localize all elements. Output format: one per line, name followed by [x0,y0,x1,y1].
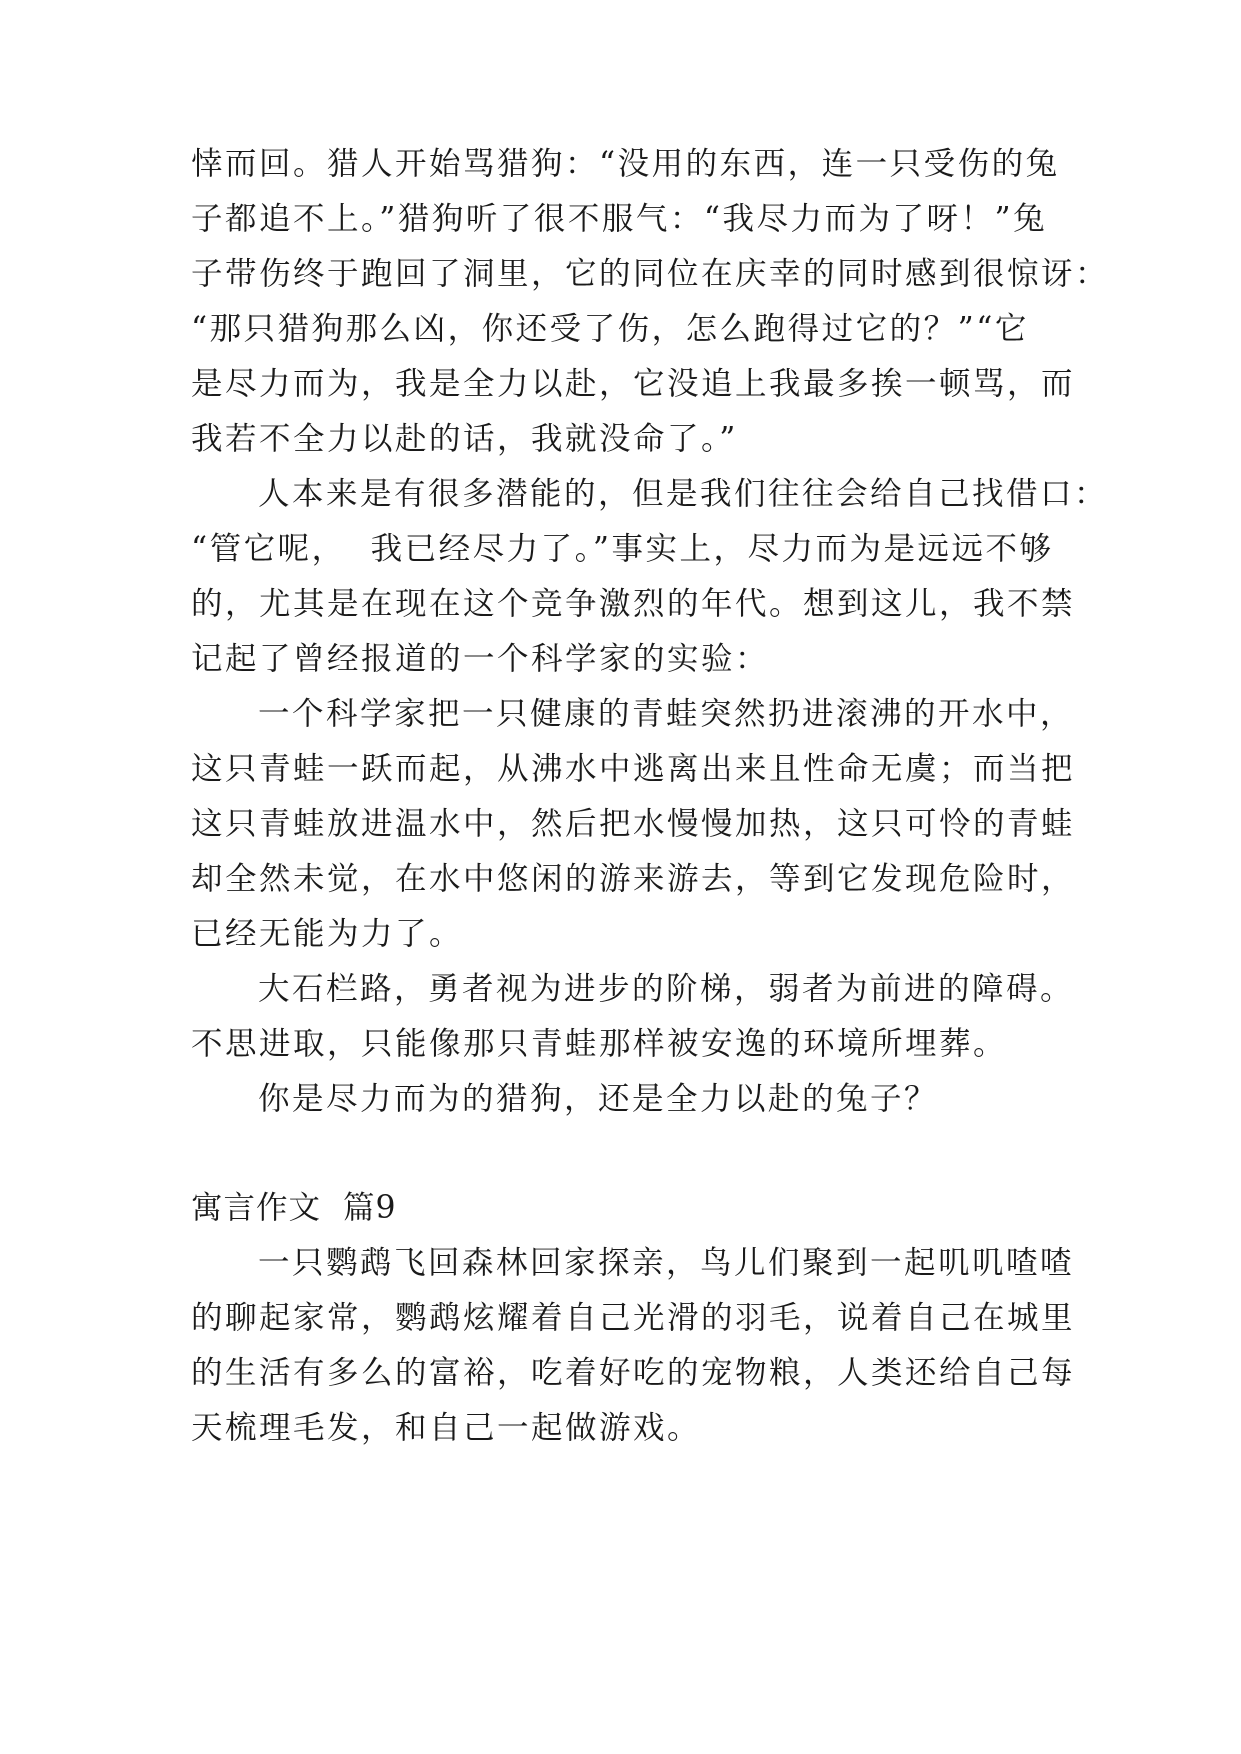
paragraph-first-line: 大石栏路，勇者视为进步的阶梯，弱者为前进的障碍。 [258,971,1075,1007]
text-line: 记起了曾经报道的一个科学家的实验： [191,641,770,677]
text-line: 不思进取，只能像那只青蛙那样被安逸的环境所埋葬。 [191,1026,1008,1062]
section-heading: 寓言作文 篇9 [191,1190,397,1226]
text-line: 我若不全力以赴的话，我就没命了。” [191,421,738,457]
text-line: 的，尤其是在现在这个竞争激烈的年代。想到这儿，我不禁 [191,586,1076,622]
text-line: 却全然未觉，在水中悠闲的游来游去，等到它发现危险时， [191,861,1076,897]
paragraph-first-line: 一个科学家把一只健康的青蛙突然扔进滚沸的开水中， [258,696,1075,732]
text-line: “管它呢， 我已经尽力了。”事实上，尽力而为是远远不够 [191,531,1054,567]
text-line: 这只青蛙放进温水中，然后把水慢慢加热，这只可怜的青蛙 [191,806,1076,842]
text-line: 的生活有多么的富裕，吃着好吃的宠物粮，人类还给自己每 [191,1355,1076,1391]
text-line: 是尽力而为，我是全力以赴，它没追上我最多挨一顿骂，而 [191,366,1076,402]
text-line: 子都追不上。”猎狗听了很不服气：“我尽力而为了呀！”兔 [191,201,1048,237]
text-line: 这只青蛙一跃而起，从沸水中逃离出来且性命无虞；而当把 [191,751,1076,787]
text-line: 已经无能为力了。 [191,916,464,952]
text-line: 悻而回。猎人开始骂猎狗：“没用的东西，连一只受伤的兔 [191,146,1060,182]
paragraph-first-line: 人本来是有很多潜能的，但是我们往往会给自己找借口： [258,476,1109,512]
text-line: 的聊起家常，鹦鹉炫耀着自己光滑的羽毛，说着自己在城里 [191,1300,1076,1336]
text-line: 子带伤终于跑回了洞里，它的同位在庆幸的同时感到很惊讶： [191,256,1110,292]
paragraph-first-line: 一只鹦鹉飞回森林回家探亲，鸟儿们聚到一起叽叽喳喳 [258,1245,1075,1281]
text-line: “那只猎狗那么凶，你还受了伤，怎么跑得过它的？”“它 [191,311,1029,347]
paragraph-first-line: 你是尽力而为的猎狗，还是全力以赴的兔子？ [258,1081,939,1117]
text-line: 天梳理毛发，和自己一起做游戏。 [191,1410,702,1446]
